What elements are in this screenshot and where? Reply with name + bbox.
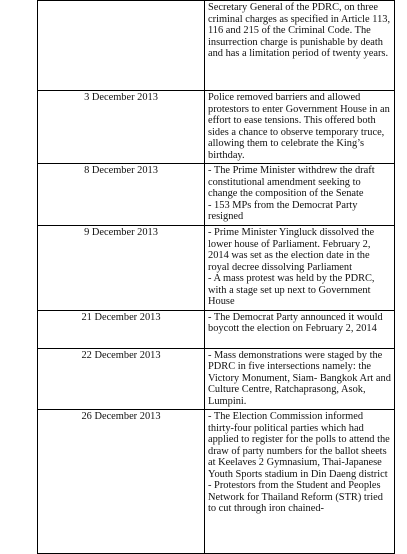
timeline-row bbox=[38, 164, 395, 226]
event-text: - The Democrat Party announced it would boycott the election on February 2, 2014 bbox=[208, 311, 383, 334]
event-cell bbox=[205, 226, 395, 311]
date-cell: 9 December 2013 bbox=[38, 226, 205, 311]
event-cell bbox=[205, 164, 395, 226]
date-cell: 26 December 2013 bbox=[38, 410, 205, 554]
event-cell bbox=[205, 1, 395, 91]
event-text: - Protestors from the Student and Peoples Network for Thailand Reform (STR) tried to cut through iron chained- bbox=[208, 480, 383, 514]
date-cell bbox=[38, 1, 205, 91]
timeline-table bbox=[37, 0, 395, 554]
event-text: - The Prime Minister withdrew the draft constitutional amendment seeking to change the composition of the Senate bbox=[208, 165, 375, 199]
event-cell bbox=[205, 310, 395, 348]
event-text: - Prime Minister Yingluck dissolved the lower house of Parliament. February 2, 2014 was set as the election date in the royal decree dissolving Parliament bbox=[208, 227, 375, 273]
timeline-table-body bbox=[38, 1, 395, 554]
timeline-row bbox=[38, 1, 395, 91]
timeline-row bbox=[38, 310, 395, 348]
event-text: - A mass protest was held by the PDRC, with a stage set up next to Government House bbox=[208, 273, 375, 307]
timeline-row bbox=[38, 226, 395, 311]
event-cell bbox=[205, 91, 395, 164]
date-cell: 21 December 2013 bbox=[38, 310, 205, 348]
date-cell: 3 December 2013 bbox=[38, 91, 205, 164]
timeline-row bbox=[38, 348, 395, 410]
event-text: Secretary General of the PDRC, on three criminal charges as specified in Article 113, 116 and 215 of the Criminal Code. The insurrection charge is punishable by death and has a limitation period of twenty years. bbox=[208, 2, 391, 59]
event-cell bbox=[205, 348, 395, 410]
event-text: Police removed barriers and allowed protestors to enter Government House in an effort to ease tensions. This offered both sides a chance to observe temporary truce, allowing them to celebrate the King’s birthday. bbox=[208, 92, 390, 161]
event-text: - 153 MPs from the Democrat Party resigned bbox=[208, 199, 358, 222]
event-text: - The Election Commission informed thirty-four political parties which had applied to register for the polls to attend the draw of party numbers for the ballot sheets at Keelaves 2 Gymnasium, Thai-Japanese Youth Sports stadium in Din Daeng district bbox=[208, 411, 390, 480]
timeline-row bbox=[38, 410, 395, 554]
event-text: - Mass demonstrations were staged by the PDRC in five intersections namely: the Victory Monument, Siam- Bangkok Art and Culture Centre, Ratchaprasong, Asok, Lumpini. bbox=[208, 349, 391, 407]
date-cell: 22 December 2013 bbox=[38, 348, 205, 410]
event-cell bbox=[205, 410, 395, 554]
date-cell: 8 December 2013 bbox=[38, 164, 205, 226]
timeline-row bbox=[38, 91, 395, 164]
